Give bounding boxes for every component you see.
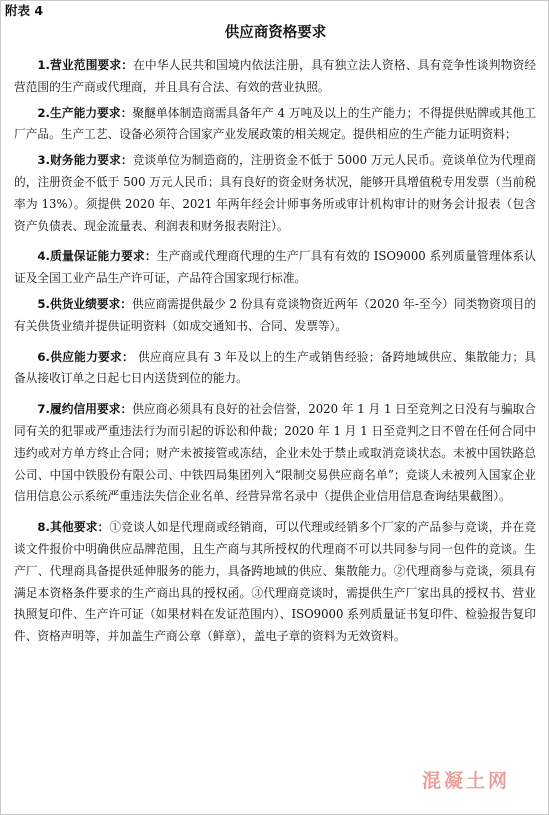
document-title: 供应商资格要求 [224,25,327,41]
requirements-body [14,55,536,652]
site-watermark: 混凝土网 [421,770,510,792]
requirement-heading: 5.供货业绩要求： [37,296,133,311]
requirement-text: 供应商需提供最少 2 份具有竞谈物资近两年（2020 年-至今）同类物资项目的有关供货业绩并提供证明资料（如成交通知书、合同、发票等）。 [14,296,537,333]
requirement-paragraph [14,150,536,237]
requirement-heading: 6.供应能力要求： [37,349,134,364]
requirement-heading: 2.生产能力要求： [37,105,133,120]
requirement-text: 聚醚单体制造商需具备年产 4 万吨及以上的生产能力；不得提供贴牌或其他工厂产品。生产工艺、设备必须符合国家产业发展政策的相关规定。提供相应的生产能力证明资料； [14,105,536,142]
requirement-paragraph [14,517,536,648]
requirement-heading: 1.营业范围要求： [37,58,134,72]
requirement-paragraph [14,246,536,290]
requirement-text: 生产商或代理商代理的生产厂具有有效的 ISO9000 系列质量管理体系认证及全国工业产品生产许可证，产品符合国家现行标准。 [14,249,536,286]
requirement-heading: 4.质量保证能力要求： [37,249,157,264]
requirement-paragraph [14,294,536,338]
requirement-text: 供应商应具有 3 年及以上的生产或销售经验；备跨地域供应、集散能力；具备从接收订单之日起七日内送货到位的能力。 [14,349,536,386]
requirement-paragraph [14,347,536,391]
requirement-text: 竞谈单位为制造商的，注册资金不低于 5000 万元人民币。竞谈单位为代理商的，注册资金不低于 500 万元人民币；具有良好的资金财务状况，能够开具增值税专用发票（当前税率为 13%）。须提供 2020 年、2021 年两年经会计师事务所或审计机构审计的财务会计报表（包含资产负债表、现金流量表、利润表和财务报表附注）。 [14,153,536,233]
requirement-text: ①竞谈人如是代理商或经销商，可以代理或经销多个厂家的产品参与竞谈，并在竞谈文件报价中明确供应品牌范围，且生产商与其所授权的代理商不可以共同参与同一包件的竞谈。生产厂、代理商具备提供延伸服务的能力，具备跨地域的供应、集散能力。②代理商参与竞谈，须具有满足本资格条件要求的生产商出具的授权函。③代理商竞谈时，需提供生产厂家出具的授权书、营业执照复印件、生产许可证（如果材料在发证范围内）、ISO9000 系列质量证书复印件、检验报告复印件、资格声明等，并加盖生产商公章（鲜章），盖电子章的资料为无效资料。 [14,520,536,644]
requirement-heading: 7.履约信用要求： [37,402,133,417]
requirement-paragraph [14,399,536,508]
requirement-text: 供应商必须具有良好的社会信誉，2020 年 1 月 1 日至竞判之日没有与骗取合同有关的犯罪或严重违法行为而引起的诉讼和仲裁；2020 年 1 月 1 日至竞判之日不曾在任何合同中违约或对方单方终止合同；财产未被接管或冻结，企业未处于禁止或取消竞谈状态。未被中国铁路总公司、中国中铁股份有限公司、中铁四局集团列入“限制交易供应商名单”；竞谈人未被列入国家企业信用信息公示系统严重违法失信企业名单、经营异常名录中（提供企业信用信息查询结果截图）。 [14,402,536,504]
requirement-heading: 8.其他要求： [37,520,110,535]
annex-label: 附表 4 [5,3,44,18]
requirement-heading: 3.财务能力要求： [37,153,133,168]
requirement-paragraph [14,55,536,99]
requirement-paragraph [14,103,536,147]
requirement-text: 在中华人民共和国境内依法注册，具有独立法人资格、具有竞争性谈判物资经营范围的生产商或代理商，并且具有合法、有效的营业执照。 [14,58,536,94]
